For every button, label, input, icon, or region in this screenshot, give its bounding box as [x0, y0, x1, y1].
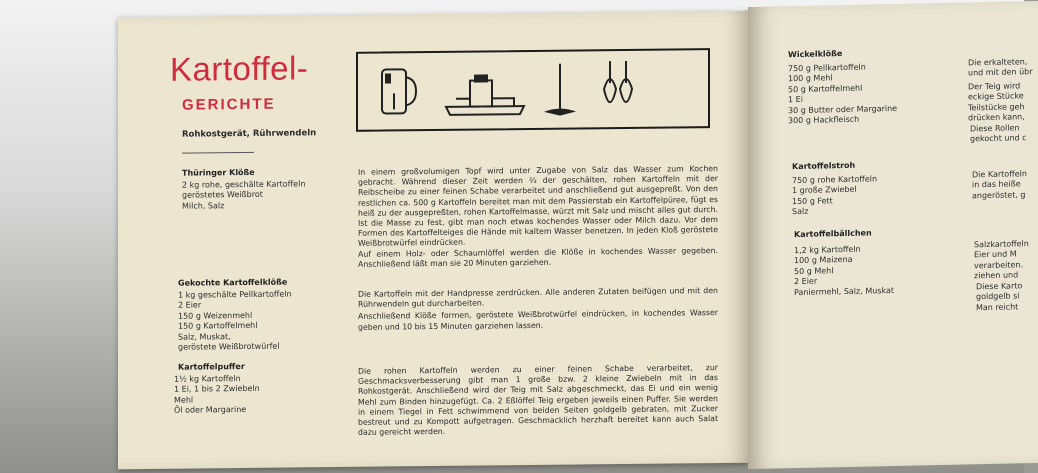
recipe-instructions	[358, 164, 718, 270]
recipe-heading: Wickelklöße	[788, 49, 843, 60]
page-title: Kartoffel-	[170, 49, 309, 88]
recipe-heading: Kartoffelpuffer	[178, 361, 245, 372]
grater-attachment-icon	[440, 72, 530, 119]
recipe-heading: Thüringer Klöße	[182, 167, 255, 178]
cutoff-text: Die erkalteten, und mit den übr	[968, 57, 1033, 78]
ingredient-list: 1 kg geschälte Pellkartoffeln 2 Eier 150 g Weizenmehl 150 g Kartoffelmehl Salz, Muskat, geröstete Weißbrotwürfel	[178, 289, 292, 352]
cutoff-text: Salzkartoffeln Eier und M verarbeiten. ziehen und	[974, 239, 1029, 281]
recipe-instructions	[358, 363, 718, 438]
recipe-heading: Kartoffelstroh	[792, 160, 856, 172]
hand-mixer-icon	[376, 63, 418, 119]
whisk-icon	[598, 59, 638, 119]
cutoff-text: Diese Rollen gekocht und c	[970, 123, 1027, 144]
ingredient-list: 1,2 kg Kartoffeln 100 g Maizena 50 g Mehl 2 Eier Paniermehl, Salz, Muskat	[794, 244, 894, 297]
left-page	[118, 11, 750, 470]
instruction-paragraph: Anschließend Klöße formen, geröstete Weißbrotwürfel eindrücken, in kochendes Wasser geben und 10 bis 15 Minuten garziehen lassen.	[358, 308, 718, 332]
puree-rod-icon	[540, 61, 580, 119]
recipe-instructions	[358, 286, 718, 333]
ingredient-list: 750 g Pellkartoffeln 100 g Mehl 50 g Kartoffelmehl 1 Ei 30 g Butter oder Margarine 300 g Hackfleisch	[788, 62, 898, 126]
right-page	[748, 1, 1038, 469]
appliance-icon-box	[356, 48, 710, 132]
cutoff-text: Der Teig wird eckige Stücke Teilstücke geh drücken kann,	[968, 81, 1025, 123]
instruction-paragraph: Auf einem Holz- oder Schaumlöffel werden die Klöße in kochendes Wasser gegeben. Anschließend läßt man sie 20 Minuten garziehen.	[358, 245, 718, 269]
ingredient-list: 750 g rohe Kartoffeln 1 große Zwiebel 150 g Fett Salz	[792, 174, 878, 217]
ingredient-list: 2 kg rohe, geschälte Kartoffeln geröstetes Weißbrot Milch, Salz	[182, 179, 306, 211]
cutoff-text: Die Kartoffeln in das heiße angeröstet, g	[972, 169, 1027, 201]
instruction-paragraph: Die rohen Kartoffeln werden zu einer feinen Schabe verarbeitet, zur Geschmacksverbesserung gibt man 1 große bzw. 2 kleine Zwiebeln mit in das Rohkostgerät. Anschließend wird der Teig mit Salz abgeschmeckt, das Ei und ein wenig Mehl zum Binden hinzugefügt. Ca. 2 Eßlöffel Teig ergeben jeweils einen Puffer. Sie werden in einem Tiegel in Fett schwimmend von beiden Seiten goldgelb gebraten, mit Zucker bestreut und zu Kompott aufgetragen. Geschmacklich herzhaft bereitet kann auch Salat dazu gereicht werden.	[358, 363, 718, 438]
instruction-paragraph: Die Kartoffeln mit der Handpresse zerdrücken. Alle anderen Zutaten beifügen und mit den Rührwendeln gut durcharbeiten.	[358, 286, 718, 309]
recipe-heading: Gekochte Kartoffelklöße	[178, 277, 288, 288]
tools-line: Rohkostgerät, Rührwendeln	[182, 128, 317, 140]
ingredient-list: 1½ kg Kartoffeln 1 Ei, 1 bis 2 Zwiebeln Mehl Öl oder Margarine	[174, 374, 260, 415]
divider-rule	[182, 152, 254, 154]
recipe-heading: Kartoffelbällchen	[794, 228, 872, 240]
instruction-paragraph: In einem großvolumigen Topf wird unter Zugabe von Salz das Wasser zum Kochen gebracht. Während dieser Zeit werden ⅔ der geschälten, rohen Kartoffeln mit der Reibscheibe zu einer feinen Schabe verarbeitet und anschließend gut ausgepreßt. Von den restlichen ca. 500 g Kartoffeln bereitet man mit dem Passierstab ein Kartoffelpüree, fügt es heiß zu der ausgepreßten, rohen Kartoffelmasse, würzt mit Salz und mischt alles gut durch. Ist die Masse zu fest, gibt man noch etwas kochendes Wasser oder Milch dazu. Vor dem Formen des Kartoffelteiges die Hände mit kaltem Wasser benetzen. In jeden Kloß geröstete Weißbrotwürfel eindrücken.	[358, 164, 718, 249]
cutoff-text: Diese Karto goldgelb si Man reicht	[976, 281, 1023, 313]
page-subtitle: GERICHTE	[182, 95, 276, 114]
